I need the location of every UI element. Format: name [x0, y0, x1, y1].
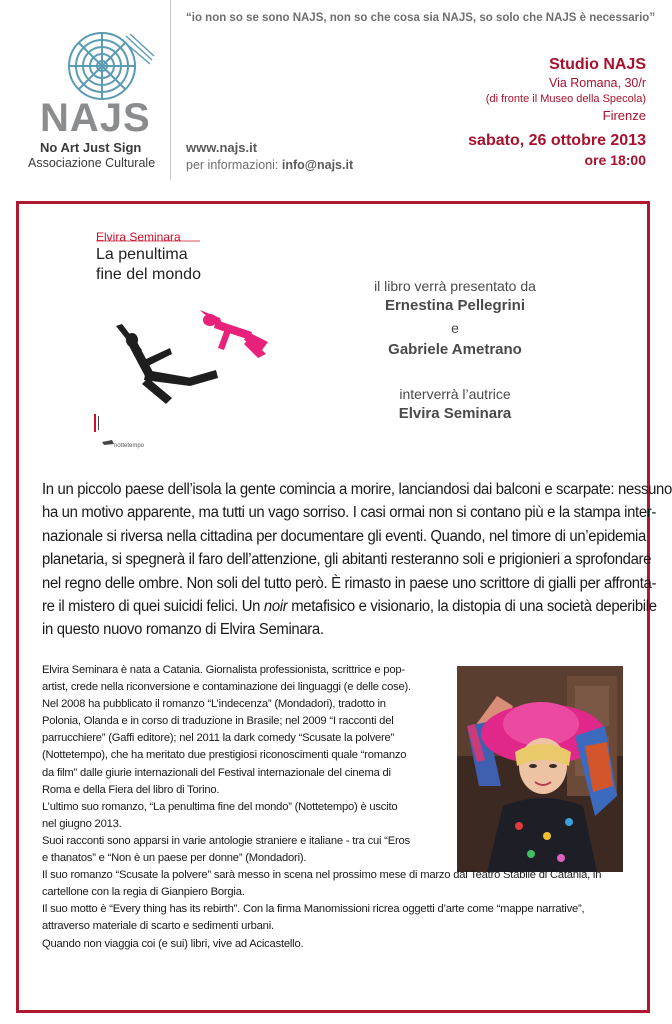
bio-line: Elvira Seminara è nata a Catania. Giornalista professionista, scrittrice e pop- — [42, 664, 405, 676]
black-figure-icon — [116, 324, 218, 404]
author-intro: interverrà l’autrice — [399, 386, 511, 402]
venue-landmark: (di fronte il Museo della Specola) — [485, 93, 646, 105]
bio-line: Polonia, Olanda e in corso di traduzione in Brasile; nel 2009 “I racconti del — [42, 715, 394, 728]
synopsis-line — [42, 595, 657, 618]
bio-line: (Nottetempo), che ha meritato due prestigiosi riconoscimenti quale “romanzo — [42, 749, 407, 762]
synopsis-emphasis: noir — [263, 598, 288, 616]
event-time: ore 18:00 — [584, 152, 646, 168]
synopsis-line: ha un motivo apparente, ma tutti un vago sorriso. I casi ormai non si contano più e la stampa inter- — [42, 504, 657, 522]
najs-logo-icon — [60, 30, 156, 102]
synopsis-line: in questo nuovo romanzo di Elvira Seminara. — [42, 621, 324, 639]
bio-line: Suoi racconti sono apparsi in varie antologie straniere e italiane - tra cui “Eros — [42, 834, 410, 847]
bio-line: nel giugno 2013. — [42, 817, 122, 830]
bio-line: Quando non viaggia coi (e sui) libri, vive ad Acicastello. — [42, 937, 304, 950]
venue-street: Via Romana, 30/r — [548, 76, 646, 90]
book-publisher: nottetempo — [114, 443, 145, 449]
author-bio — [42, 662, 642, 953]
bio-line: Roma e della Fiera del libro di Torino. — [42, 783, 220, 796]
synopsis-fragment: metafisico e visionario, la distopia di una società deperibile — [291, 598, 657, 616]
synopsis-line: In un piccolo paese dell’isola la gente comincia a morire, lanciandosi dai balconi e scarpate: nessuno — [42, 481, 672, 498]
presenter-2: Gabriele Ametrano — [388, 341, 522, 358]
logo-wordmark: NAJS — [40, 96, 151, 140]
info-email-link[interactable]: info@najs.it — [281, 158, 354, 172]
motto-quote: “io non so se sono NAJS, non so che cosa sia NAJS, so solo che NAJS è necessario” — [186, 12, 656, 24]
bio-line: Nel 2008 ha pubblicato il romanzo “L’indecenza” (Mondadori), tradotto in — [42, 698, 386, 711]
bio-line: Il suo motto è “Every thing has its rebirth”. Con la firma Manomissioni ricrea oggetti d’arte come “mappe narrative”, — [42, 903, 585, 916]
synopsis-line: nel regno delle ombre. Non soli del tutto però. È rimasto in paese uno scrittore di gialli per affronta- — [42, 574, 657, 592]
synopsis-line: nazionale si riversa nella cittadina per documentare gli eventi. Quando, nel timore di un’epidemia — [42, 527, 646, 545]
venue-name: Studio NAJS — [549, 56, 646, 73]
presenter-conjunction: e — [451, 320, 459, 336]
bio-line: cartellone con la regia di Gianpiero Borgia. — [42, 886, 245, 899]
book-title-line1: La penultima — [96, 246, 188, 263]
bio-line: artist, crede nella riconversione e contaminazione dei linguaggi (e delle cose). — [42, 681, 411, 694]
bio-line: da film” dalle giurie internazionali del Festival internazionale del cinema di — [42, 766, 391, 779]
synopsis-line: planetaria, si spegnerà il faro dell’attenzione, gli abitanti resteranno soli e prigionieri a sprofondare — [42, 551, 652, 569]
venue-city: Firenze — [602, 108, 646, 123]
bio-line: attraverso materiale di scarto e sedimenti urbani. — [42, 920, 274, 933]
synopsis-fragment: re il mistero di quei suicidi felici. Un — [42, 598, 261, 616]
bio-line: parrucchiere” (Gaffi editore); nel 2011 la dark comedy “Scusate la polvere” — [42, 732, 395, 745]
bio-line: L’ultimo suo romanzo, “La penultima fine del mondo” (Nottetempo) è uscito — [42, 800, 398, 813]
logo-subtitle: Associazione Culturale — [28, 156, 156, 170]
presentation-intro: il libro verrà presentato da — [374, 278, 536, 294]
book-author: Elvira Seminara — [96, 230, 181, 244]
pink-figure-icon — [200, 310, 268, 358]
header-divider — [170, 0, 171, 180]
presenter-1: Ernestina Pellegrini — [384, 297, 526, 314]
website-link[interactable]: www.najs.it — [186, 140, 258, 155]
author-name: Elvira Seminara — [398, 405, 512, 422]
book-title-line2: fine del mondo — [96, 266, 201, 283]
bio-line: Il suo romanzo “Scusate la polvere” sarà messo in scena nel prossimo mese di marzo dal Teatro Stabile di Catania, in — [42, 869, 602, 882]
logo-tagline: No Art Just Sign — [40, 140, 142, 155]
bio-line: e thanatos” e “Non è un paese per donne” (Mondadori). — [42, 852, 307, 865]
event-date: sabato, 26 ottobre 2013 — [468, 132, 646, 149]
info-line — [186, 158, 353, 172]
synopsis-paragraph — [42, 478, 672, 642]
info-label: per informazioni: — [186, 158, 279, 172]
